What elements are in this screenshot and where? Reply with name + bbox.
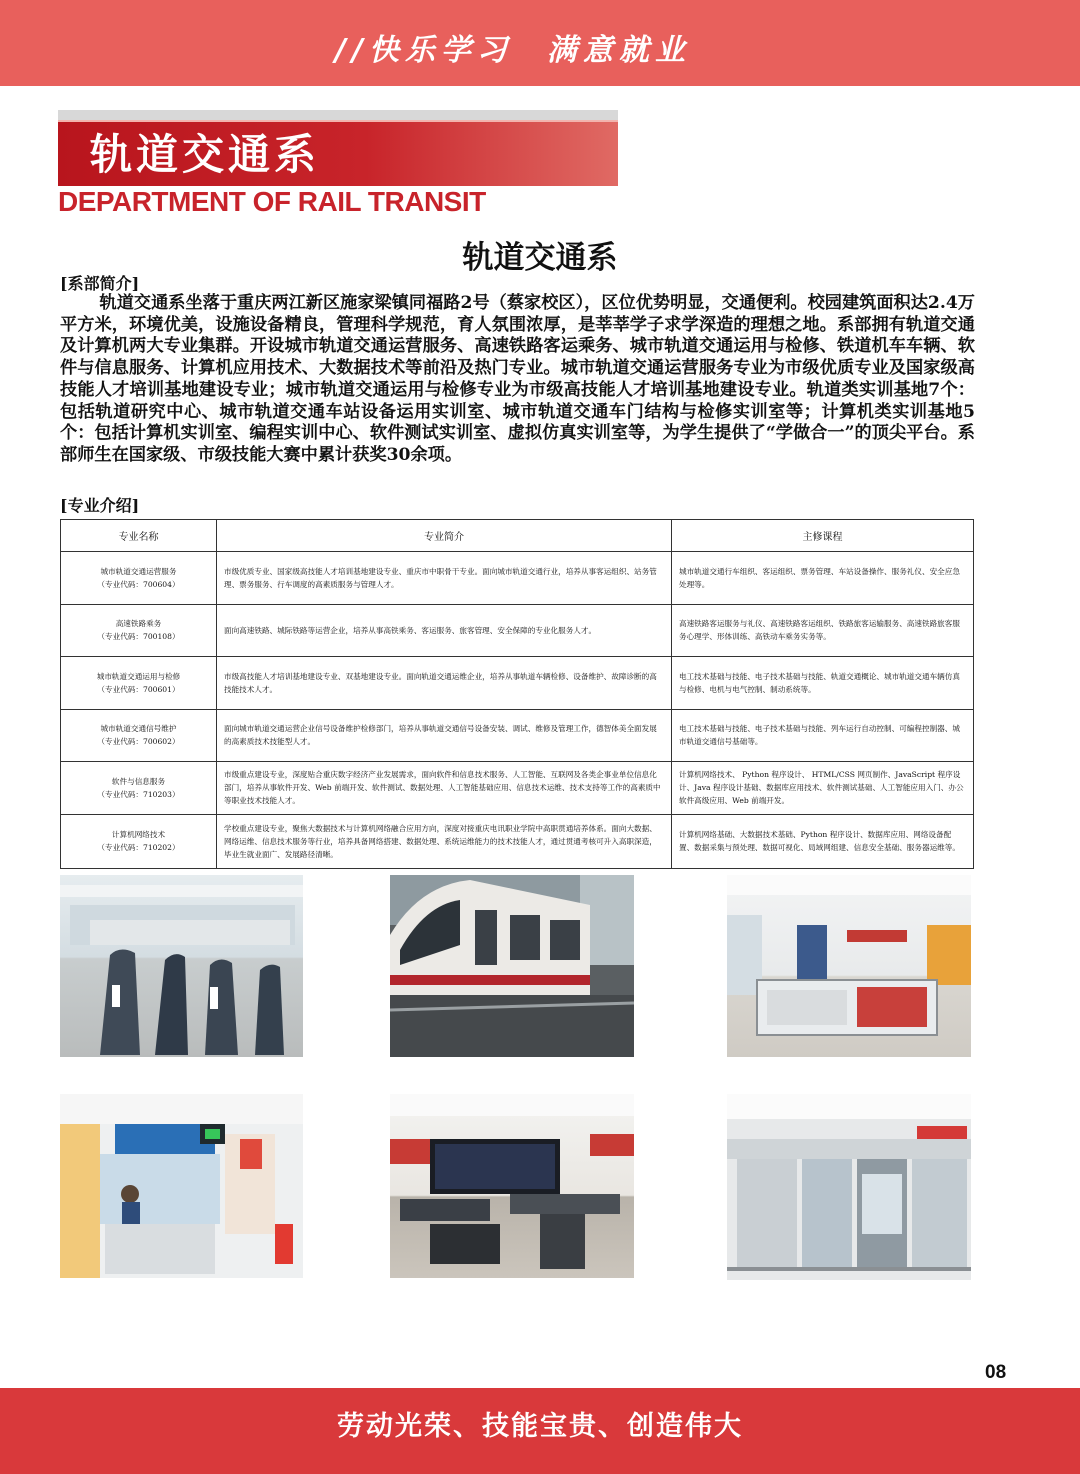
- major-courses: 高速铁路客运服务与礼仪、高速铁路客运组织、铁路旅客运输服务、高速铁路旅客服务心理学、形体训练、高铁动车乘务实务等。: [672, 604, 974, 657]
- major-code: （专业代码：710202）: [97, 843, 180, 852]
- major-desc: 面向高速铁路、城际铁路等运营企业，培养从事高铁乘务、客运服务、旅客管理、安全保障的专业化服务人才。: [217, 604, 672, 657]
- intro-paragraph: 轨道交通系坐落于重庆两江新区施家梁镇同福路2号（蔡家校区），区位优势明显，交通便利。校园建筑面积达2.4万平方米，环境优美，设施设备精良，管理科学规范，育人氛围浓厚，是莘莘学子求学深造的理想之地。系部拥有轨道交通及计算机两大专业集群。开设城市轨道交通运营服务、高速铁路客运乘务、城市轨道交通运用与检修、铁道机车车辆、软件与信息服务、计算机应用技术、大数据技术等前沿及热门专业。城市轨道交通运营服务专业为市级优质专业及国家级高技能人才培训基地建设专业；城市轨道交通运用与检修专业为市级高技能人才培训基地建设专业。轨道类实训基地7个：包括轨道研究中心、城市轨道交通车站设备运用实训室、城市轨道交通车门结构与检修实训室等；计算机类实训基地5个：包括计算机实训室、编程实训中心、软件测试实训室、虚拟仿真实训室等，为学生提供了“学做合一”的顶尖平台。系部师生在国家级、市级技能大赛中累计获奖30余项。: [60, 293, 975, 465]
- table-row: [61, 604, 974, 657]
- major-code: （专业代码：710203）: [97, 789, 180, 799]
- major-courses: 计算机网络基础、大数据技术基础、Python 程序设计、数据库应用、网络设备配置、数据采集与预处理、数据可视化、局域网组建、信息安全基础、服务器运维等。: [672, 814, 974, 868]
- major-name-cell: [61, 552, 217, 605]
- major-code: （专业代码：700602）: [97, 737, 180, 747]
- ticket-office-icon: [60, 1094, 303, 1278]
- title-block: [58, 118, 618, 186]
- header-major-name: 专业名称: [61, 520, 217, 552]
- major-name: 城市轨道交通信号维护: [100, 724, 177, 734]
- station-hall-icon: [727, 875, 971, 1057]
- major-name-cell: [61, 709, 217, 762]
- department-title-en: DEPARTMENT OF RAIL TRANSIT: [58, 186, 486, 217]
- major-code: （专业代码：700604）: [97, 579, 180, 589]
- ticket-office-photo: [60, 1094, 303, 1278]
- title-shadow: [58, 110, 618, 120]
- major-name: 城市轨道交通运用与检修: [96, 671, 181, 681]
- computer-lab-icon: [390, 1094, 634, 1278]
- header-slogan: [335, 33, 691, 68]
- major-name-cell: [61, 657, 217, 710]
- major-desc: 面向城市轨道交通运营企业信号设备维护检修部门，培养从事轨道交通信号设备安装、调试、维修及管理工作，德智体美全面发展的高素质技术技能型人才。: [217, 709, 672, 762]
- major-courses: 电工技术基础与技能、电子技术基础与技能、轨道交通概论、城市轨道交通车辆仿真与检修、电机与电气控制、制动系统等。: [672, 657, 974, 710]
- station-gates-photo: [60, 875, 303, 1057]
- train-carriage-photo: [390, 875, 634, 1057]
- table-row: [61, 552, 974, 605]
- page-number: 08: [985, 1362, 1007, 1383]
- major-name-cell: [61, 604, 217, 657]
- major-name: 计算机网络技术: [111, 830, 166, 839]
- table-row: [61, 709, 974, 762]
- platform-doors-photo: [727, 1094, 971, 1280]
- department-title-zh: 轨道交通系: [90, 130, 321, 179]
- major-courses: 电工技术基础与技能、电子技术基础与技能、列车运行自动控制、可编程控制器、城市轨道交通信号基础等。: [672, 709, 974, 762]
- table-row: [61, 657, 974, 710]
- station-hall-photo: [727, 875, 971, 1057]
- station-gates-icon: [60, 875, 303, 1057]
- major-courses: 城市轨道交通行车组织、客运组织、票务管理、车站设备操作、服务礼仪、安全应急处理等。: [672, 552, 974, 605]
- major-desc: 市级重点建设专业，深度贴合重庆数字经济产业发展需求，面向软件和信息技术服务、人工智能、互联网及各类企事业单位信息化部门，培养从事软件开发、Web 前端开发、软件测试、数据处理、人工智能基础应用、信息技术运维、技术支持等工作的高素质中等职业技术技能人才。: [217, 762, 672, 815]
- major-code: （专业代码：700108）: [97, 632, 180, 642]
- header-slogan-part2: 满意就业: [546, 33, 691, 68]
- page-heading: 轨道交通系: [462, 240, 618, 276]
- table-header-row: [61, 520, 974, 552]
- majors-section-label: [专业介绍]: [60, 496, 140, 515]
- major-name-cell: [61, 814, 217, 868]
- major-desc: 市级高技能人才培训基地建设专业、双基地建设专业。面向轨道交通运维企业，培养从事轨道车辆检修、设备维护、故障诊断的高技能技术人才。: [217, 657, 672, 710]
- table-row: [61, 762, 974, 815]
- major-name: 城市轨道交通运营服务: [100, 566, 177, 576]
- header-major-courses: 主修课程: [672, 520, 974, 552]
- platform-doors-icon: [727, 1094, 971, 1280]
- major-name: 高速铁路乘务: [115, 619, 162, 629]
- computer-lab-photo: [390, 1094, 634, 1278]
- major-courses: 计算机网络技术、 Python 程序设计、 HTML/CSS 网页制作、JavaScript 程序设计、Java 程序设计基础、数据库应用技术、软件测试基础、人工智能应用入门、办公软件高级应用、Web 前端开发。: [672, 762, 974, 815]
- major-code: （专业代码：700601）: [97, 684, 180, 694]
- table-row: [61, 814, 974, 868]
- major-desc: 学校重点建设专业，聚焦大数据技术与计算机网络融合应用方向，深度对接重庆电讯职业学院中高职贯通培养体系。面向大数据、网络运维、信息技术服务等行业，培养具备网络搭建、数据处理、系统运维能力的技术技能人才，通过贯通考核可升入高职深造，毕业生就业面广、发展路径清晰。: [217, 814, 672, 868]
- intro-section-label: [系部简介]: [60, 274, 140, 293]
- majors-table: [60, 519, 974, 869]
- header-major-desc: 专业简介: [217, 520, 672, 552]
- major-name: 软件与信息服务: [111, 776, 166, 786]
- footer-slogan: 劳动光荣、技能宝贵、创造伟大: [337, 1411, 743, 1442]
- major-name-cell: [61, 762, 217, 815]
- train-carriage-icon: [390, 875, 634, 1057]
- major-desc: 市级优质专业、国家级高技能人才培训基地建设专业、重庆市中职骨干专业。面向城市轨道交通行业，培养从事客运组织、站务管理、票务服务、行车调度的高素质服务与管理人才。: [217, 552, 672, 605]
- header-slogan-part1: //快乐学习: [335, 33, 513, 68]
